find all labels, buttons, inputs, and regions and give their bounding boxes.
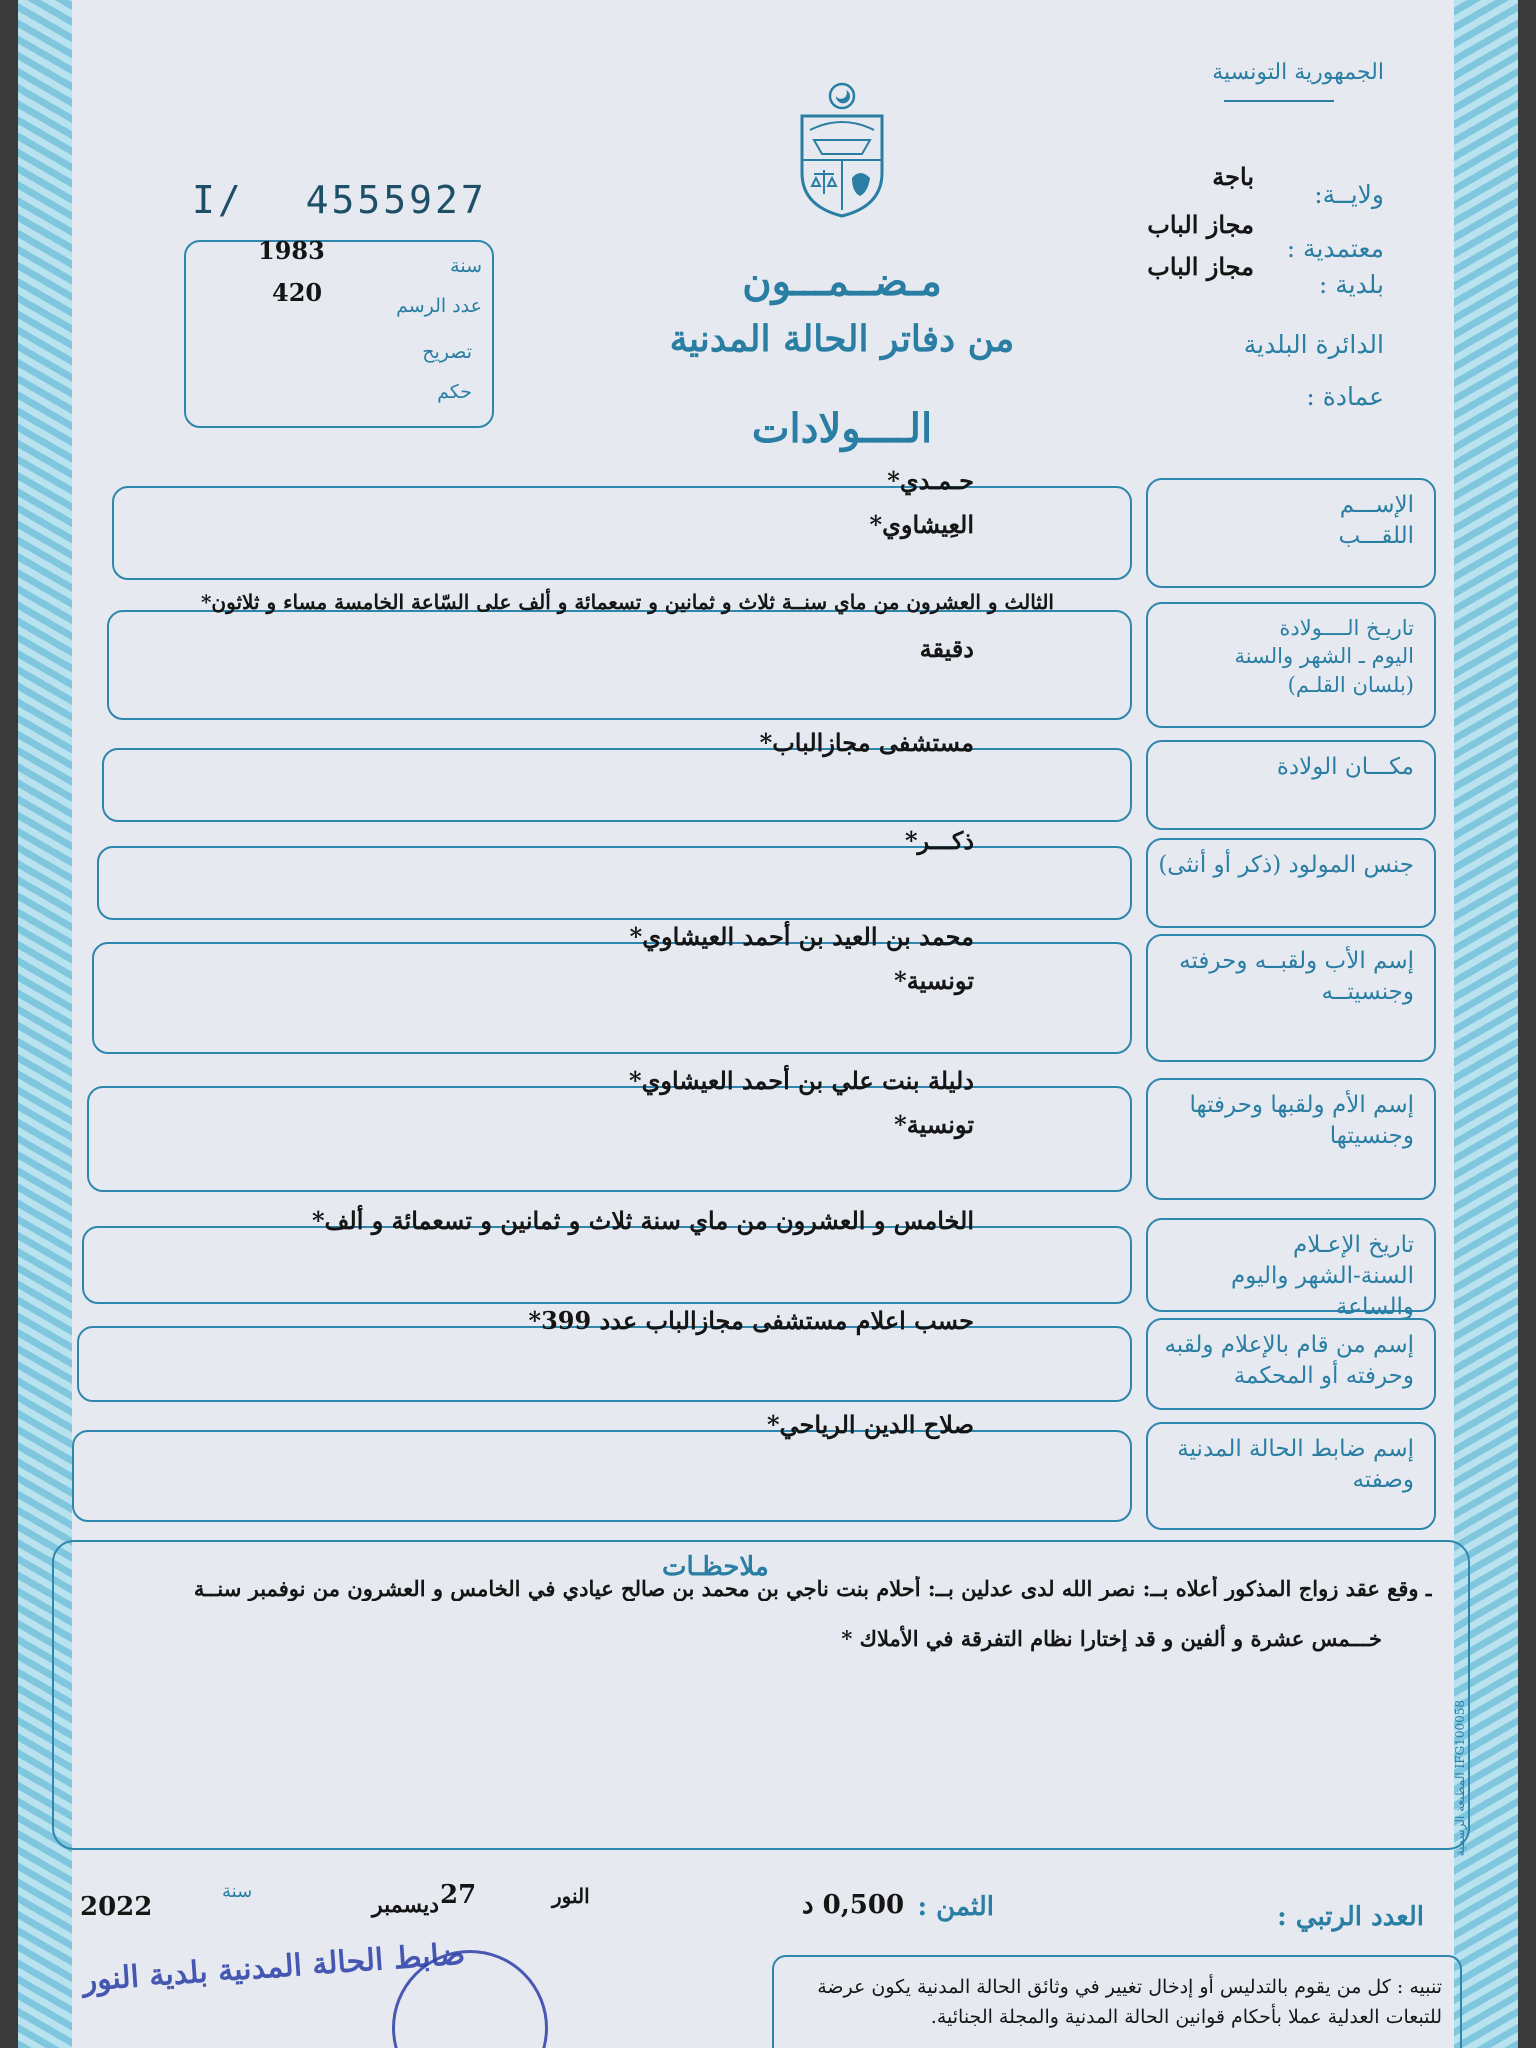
field-value: حسب اعلام مستشفى مجازالباب عدد 399*	[528, 1306, 974, 1335]
footer-day: 27	[440, 1880, 477, 1910]
district-label: الدائرة البلدية	[1243, 330, 1384, 359]
footer-month: ديسمبر	[372, 1892, 440, 1918]
document-body	[72, 0, 1467, 2048]
field-label-line: وصفته	[1352, 1467, 1414, 1494]
title-content: مـضــمـــون	[742, 258, 942, 305]
field-value-box	[87, 1086, 1132, 1192]
field-label	[1158, 752, 1414, 783]
field-label-line: وجنسيتها	[1329, 1123, 1414, 1150]
field-label-line: اللقـــب	[1338, 523, 1414, 550]
record-year-value: 1983	[258, 236, 325, 265]
field-label	[1158, 850, 1414, 881]
field-label	[1158, 614, 1414, 699]
omada-label: عمادة :	[1306, 382, 1384, 411]
footer-place: النور	[552, 1884, 590, 1908]
baladia-value: مجاز الباب	[1147, 252, 1254, 281]
footer-year-label: سنة	[222, 1881, 253, 1902]
field-value: تونسية*	[894, 966, 974, 995]
divider	[1224, 100, 1334, 102]
title-registry: من دفاتر الحالة المدنية	[669, 318, 1015, 360]
stamp-text: ضابط الحالة المدنية بلدية النور	[81, 1936, 467, 1999]
field-value-box	[92, 942, 1132, 1054]
field-label-line: الإســـم	[1339, 492, 1414, 518]
field-value: دقيقة	[919, 634, 974, 663]
motamadia-value: مجاز الباب	[1147, 210, 1254, 239]
field-label	[1158, 1090, 1414, 1152]
record-act-value: 420	[272, 278, 323, 307]
footer-year-value: 2022	[80, 1892, 153, 1922]
notes-line-1: ـ وقع عقد زواج المذكور أعلاه بــ: نصر الله لدى عدلين بــ: أحلام بنت ناجي بن محمد بن صالح عيادي في الخامس و العشرون من نوفمبر سنــة	[193, 1576, 1432, 1601]
field-label-line: إسم ضابط الحالة المدنية	[1177, 1436, 1414, 1462]
notes-side-code: المطبعة الرسمية IFG100058	[1453, 1700, 1467, 1857]
field-value-box	[77, 1326, 1132, 1402]
notes-heading: ملاحظـات	[662, 1552, 769, 1582]
field-label-line: وجنسيتــه	[1321, 979, 1414, 1006]
field-value-box	[107, 610, 1132, 720]
wilaya-label: ولايــة:	[1314, 180, 1384, 209]
record-judgment-label: حكم	[437, 381, 472, 403]
serial-number: 4555927	[305, 178, 487, 222]
field-label	[1158, 1330, 1414, 1392]
record-act-label: عدد الرسم	[396, 295, 482, 317]
footer-price-label: الثمن :	[917, 1892, 994, 1922]
field-label-line: تاريـخ الــــولادة	[1279, 616, 1414, 640]
wilaya-value: باجة	[1212, 162, 1254, 191]
warning-text: تنبيه : كل من يقوم بالتدليس أو إدخال تغيير في وثائق الحالة المدنية يكون عرضة للتبعات العدلية عملا بأحكام قوانين الحالة المدنية والمجلة الجنائية.	[817, 1976, 1442, 2029]
field-value: العِيشاوي*	[869, 510, 974, 539]
field-label	[1158, 1230, 1414, 1323]
field-label-line: جنس المولود (ذكر أو أنثى)	[1158, 852, 1414, 878]
notes-line-2: خـــمس عشرة و ألفين و قد إختارا نظام التفرقة في الأملاك *	[841, 1626, 1382, 1651]
baladia-label: بلدية :	[1318, 270, 1384, 299]
field-label	[1158, 1434, 1414, 1496]
field-value-box	[82, 1226, 1132, 1304]
field-label-line: إسم الأب ولقبــه وحرفته	[1179, 948, 1414, 974]
title-births: الــــولادات	[751, 405, 933, 452]
field-value-box	[72, 1430, 1132, 1522]
field-value: ذكـــر*	[905, 826, 974, 855]
field-label-line: (بلسان القلـم)	[1287, 672, 1414, 697]
field-value: تونسية*	[894, 1110, 974, 1139]
field-label	[1158, 490, 1414, 552]
field-value: حـمـدي*	[887, 466, 974, 495]
republic-title: الجمهورية التونسية	[1212, 60, 1384, 85]
field-label	[1158, 946, 1414, 1008]
field-label-line: إسم الأم ولقبها وحرفتها	[1189, 1092, 1414, 1118]
record-declaration-label: تصريح	[422, 341, 472, 363]
field-label-line: وحرفته أو المحكمة	[1233, 1363, 1414, 1390]
field-value: دليلة بنت علي بن أحمد العيشاوي*	[629, 1066, 974, 1095]
serial-prefix: I/	[192, 178, 244, 222]
field-value: محمد بن العيد بن أحمد العيشاوي*	[629, 922, 974, 951]
field-value-box	[102, 748, 1132, 822]
footer-serial-label: العدد الرتبي :	[1277, 1902, 1424, 1932]
field-value: الثالث و العشرون من ماي سنــة ثلاث و ثمانين و تسعمائة و ألف على السّاعة الخامسة مساء و ثلاثون*	[200, 590, 1054, 614]
field-value: صلاح الدين الرياحي*	[766, 1410, 974, 1439]
coat-of-arms-icon	[792, 78, 892, 218]
field-value: مستشفى مجازالباب*	[759, 728, 974, 757]
field-value-box	[97, 846, 1132, 920]
field-label-line: اليوم ـ الشهر والسنة	[1234, 644, 1414, 669]
footer-price-value: 0,500 د	[802, 1890, 905, 1920]
field-label-line: مكـــان الولادة	[1276, 754, 1414, 780]
civil-status-document	[18, 0, 1518, 2048]
field-value: الخامس و العشرون من ماي سنة ثلاث و ثمانين و تسعمائة و ألف*	[311, 1206, 974, 1235]
field-label-line: تاريخ الإعـلام	[1292, 1232, 1414, 1258]
field-value-box	[112, 486, 1132, 580]
motamadia-label: معتمدية :	[1286, 234, 1384, 263]
field-label-line: السنة-الشهر واليوم والساعة	[1230, 1263, 1414, 1321]
record-year-label: سنة	[450, 255, 482, 277]
field-label-line: إسم من قام بالإعلام ولقبه	[1164, 1332, 1414, 1358]
